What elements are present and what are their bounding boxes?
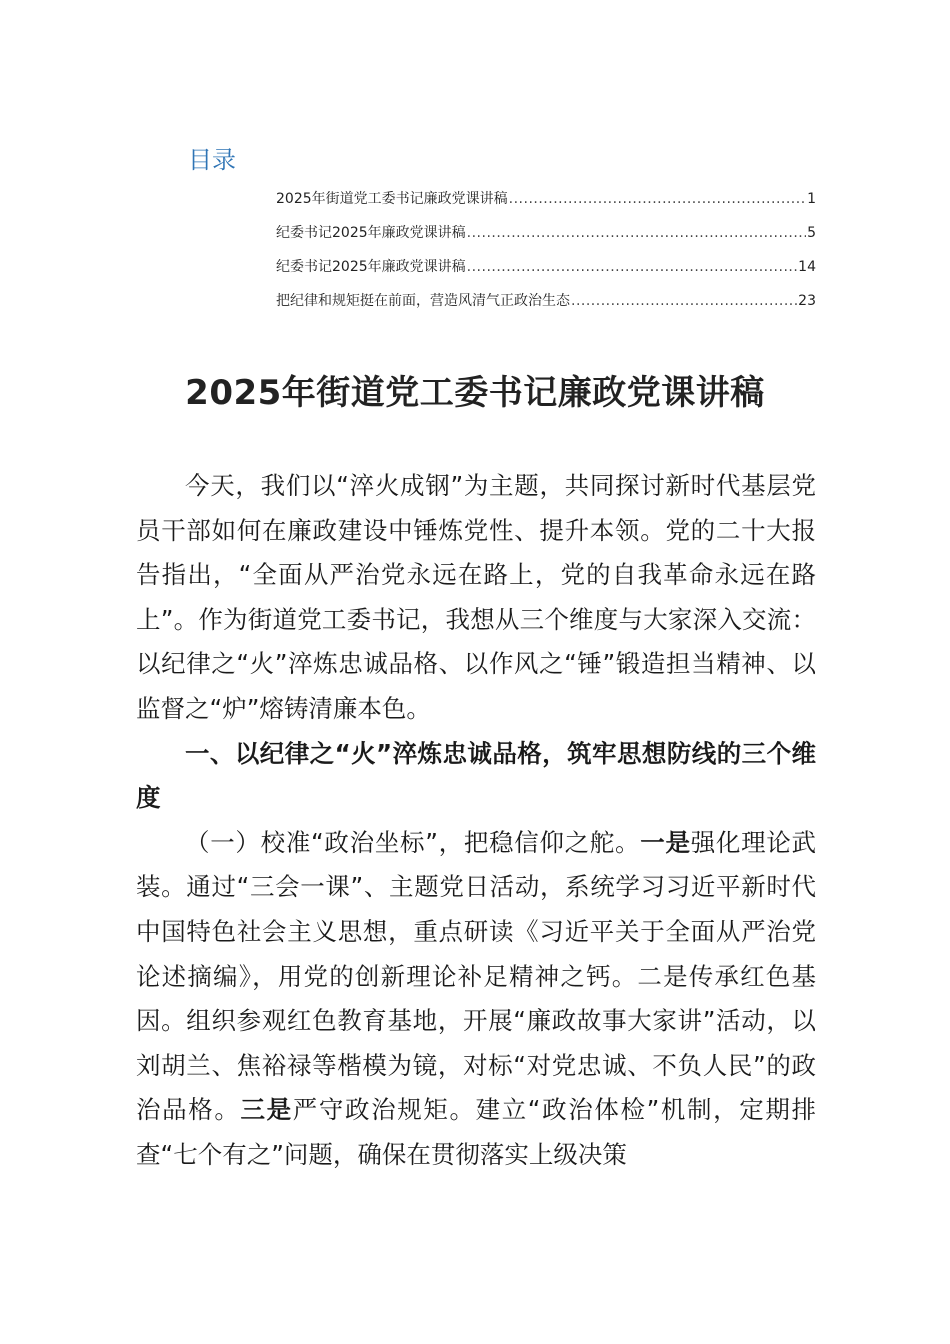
toc-entry-page: 14 [798,259,816,275]
toc-entry-label: 把纪律和规矩挺在前面，营造风清气正政治生态 [276,293,570,309]
toc-entry-page: 5 [807,225,816,241]
emphasis-text: 一是 [640,827,691,857]
body-paragraph [136,821,816,1178]
section-heading: 一、以纪律之“火”淬炼忠诚品格，筑牢思想防线的三个维度 [136,738,816,813]
toc-entry[interactable] [276,188,816,222]
toc-entry-page: 23 [798,293,816,309]
toc-entry-label: 纪委书记2025年廉政党课讲稿 [276,259,466,275]
toc-title: 目录 [188,146,236,174]
intro-paragraph: 今天，我们以“淬火成钢”为主题，共同探讨新时代基层党员干部如何在廉政建设中锤炼党性、提升本领。党的二十大报告指出，“全面从严治党永远在路上，党的自我革命永远在路上”。作为街道党工委书记，我想从三个维度与大家深入交流：以纪律之“火”淬炼忠诚品格、以作风之“锤”锻造担当精神、以监督之“炉”熔铸清廉本色。 [136,471,816,723]
toc-leader-dots [467,225,806,241]
document-body [136,464,816,1178]
toc-entry-label: 2025年街道党工委书记廉政党课讲稿 [276,191,508,207]
paragraph-text: 严守政治规矩。建立“政治体检”机制，定期排查“七个有之”问题，确保在贯彻落实上级决策 [136,1095,817,1169]
document-title: 2025年街道党工委书记廉政党课讲稿 [185,373,765,413]
toc-leader-dots [571,293,797,309]
toc-entry-page: 1 [807,191,816,207]
toc-leader-dots [467,259,798,275]
toc-entry[interactable] [276,222,816,256]
toc-entry[interactable] [276,256,816,290]
toc-entry[interactable] [276,290,816,324]
table-of-contents [276,188,816,324]
toc-leader-dots [509,191,806,207]
paragraph-text: 强化理论武装。通过“三会一课”、主题党日活动，系统学习习近平新时代中国特色社会主义思想，重点研读《习近平关于全面从严治党论述摘编》，用党的创新理论补足精神之钙。二是传承红色基因。组织参观红色教育基地，开展“廉政故事大家讲”活动，以刘胡兰、焦裕禄等楷模为镜，对标“对党忠诚、不负人民”的政治品格。 [136,827,817,1125]
paragraph-text: （一）校准“政治坐标”，把稳信仰之舵。 [185,827,641,857]
toc-entry-label: 纪委书记2025年廉政党课讲稿 [276,225,466,241]
emphasis-text: 三是 [240,1095,293,1125]
